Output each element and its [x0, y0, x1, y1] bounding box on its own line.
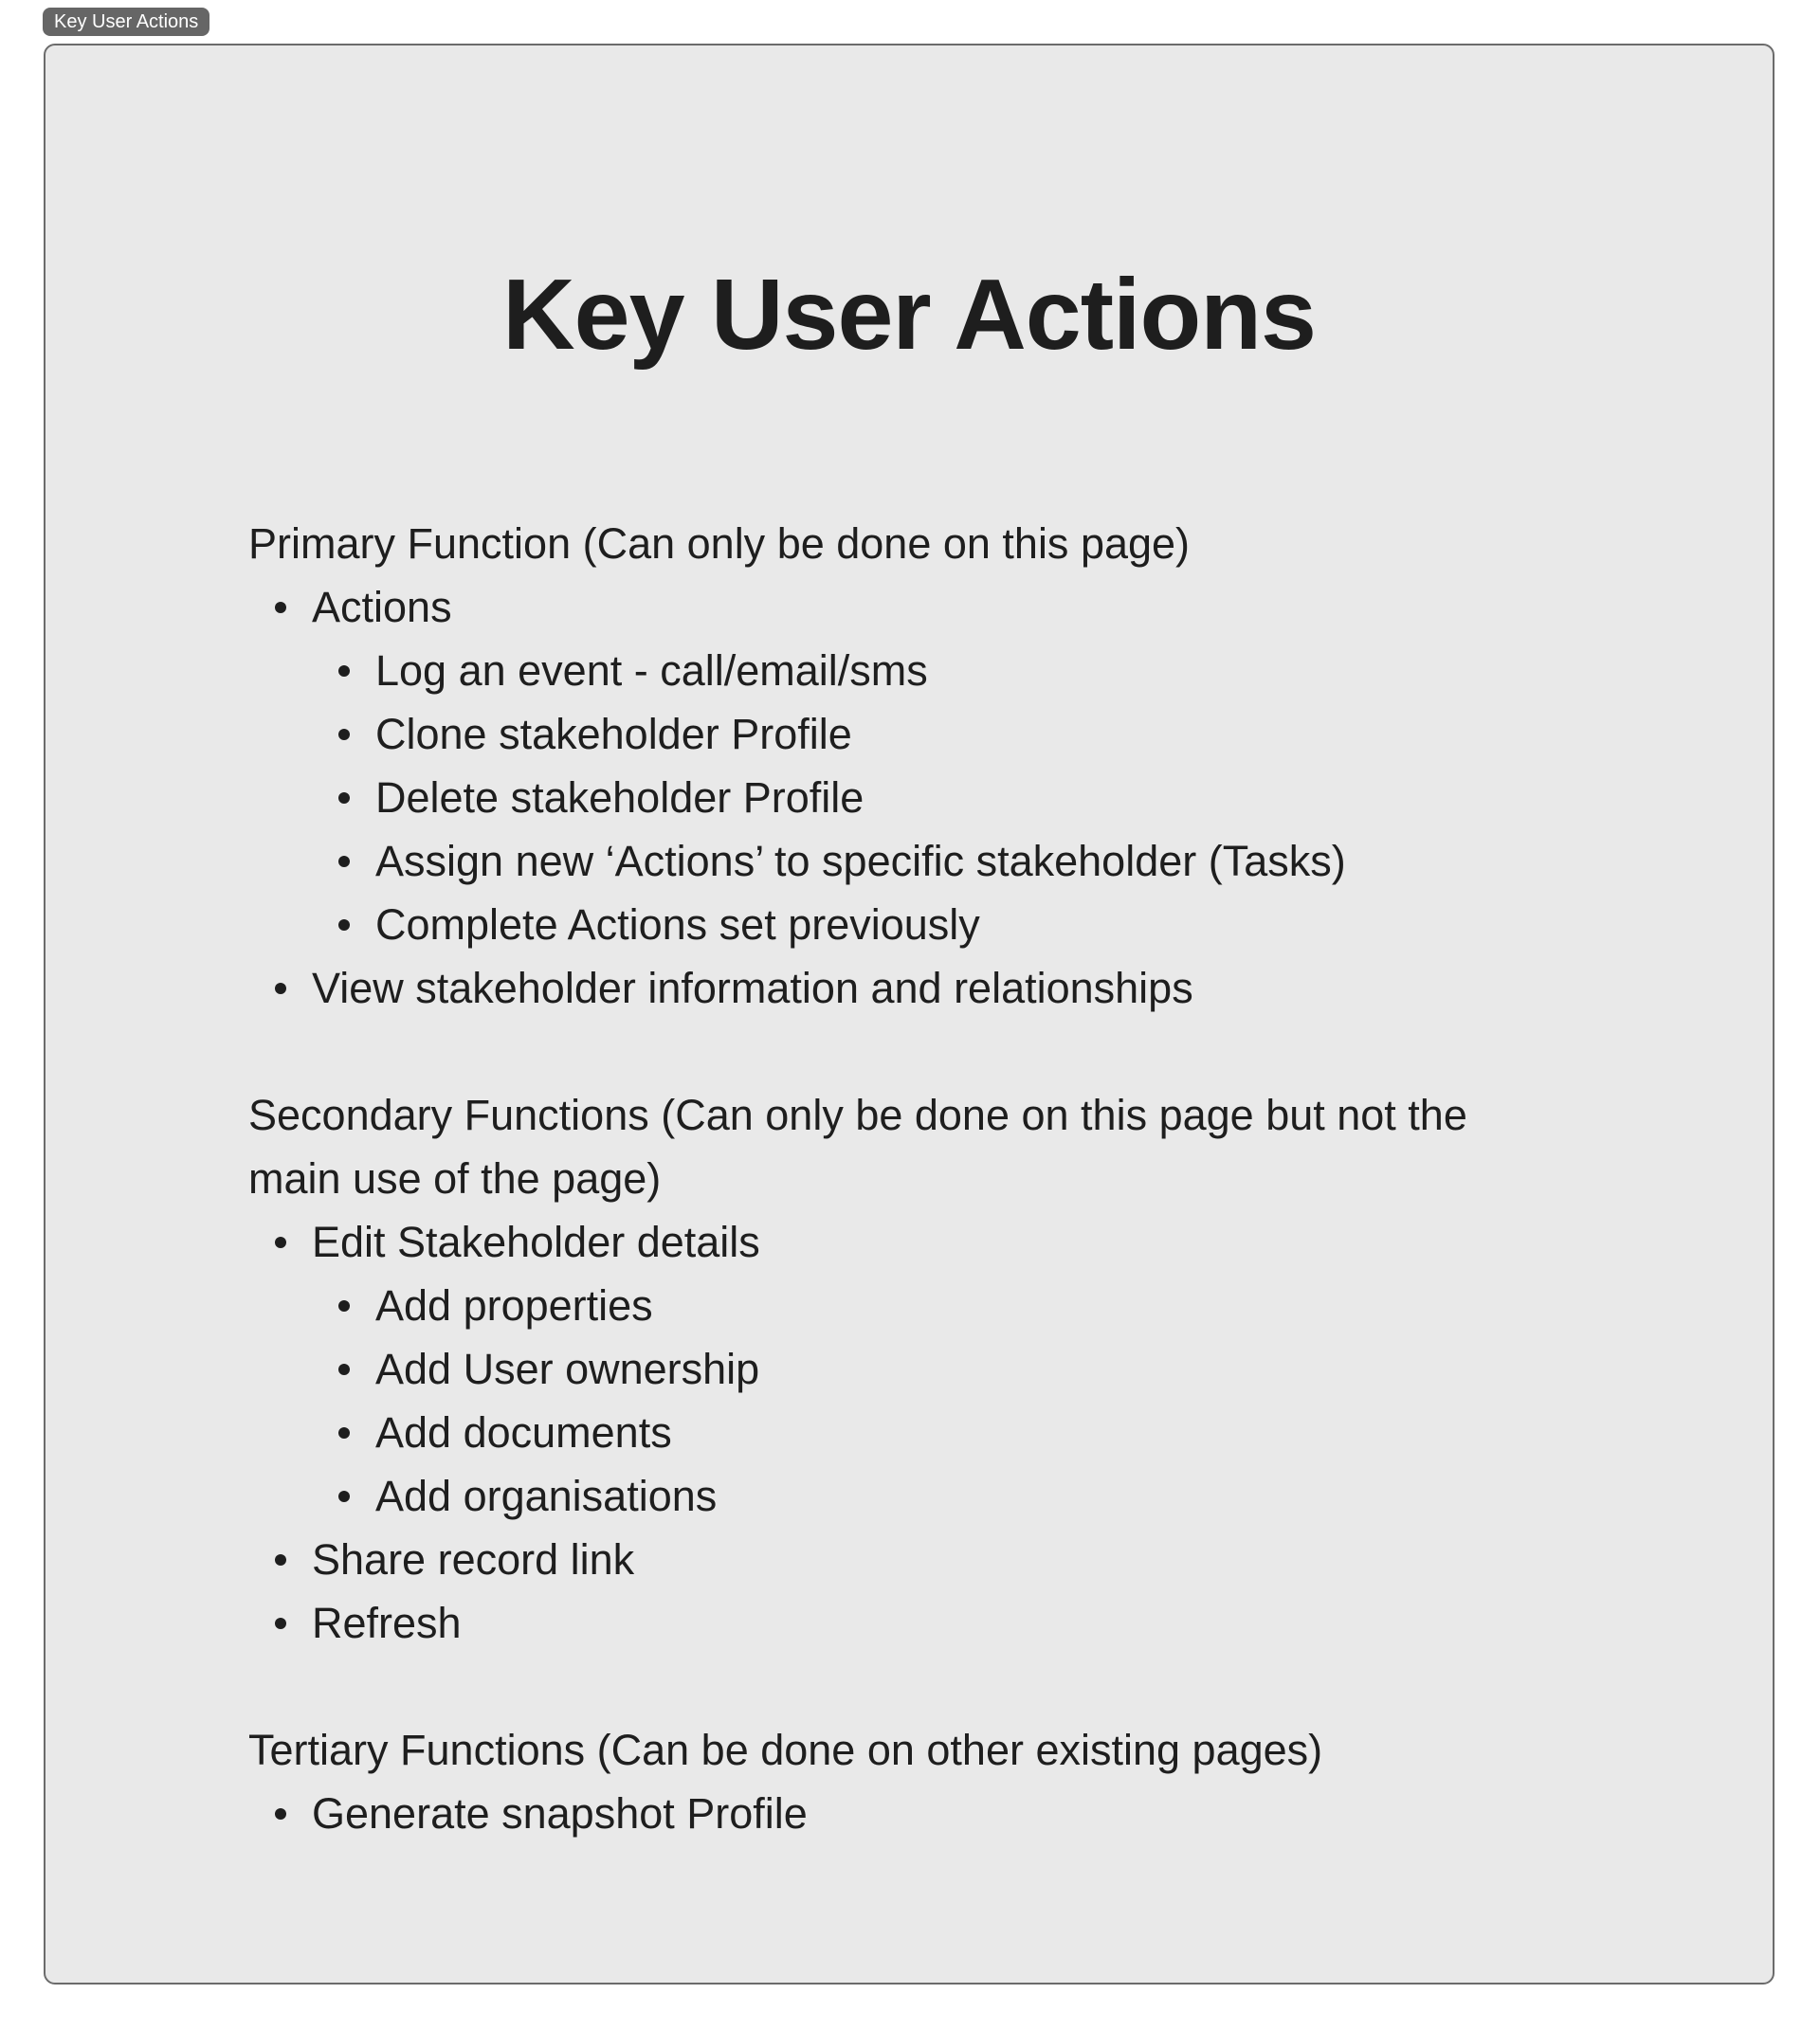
list-item-label: Actions [312, 583, 452, 631]
section-heading [248, 1083, 1575, 1210]
section-secondary [248, 1083, 1575, 1655]
section-heading-line: Secondary Functions (Can only be done on this page but not the [248, 1091, 1467, 1139]
list-item-label: Refresh [312, 1599, 462, 1647]
list-item [312, 766, 1575, 829]
page-title: Key User Actions [502, 259, 1316, 371]
list-item-label: Clone stakeholder Profile [375, 710, 852, 758]
list-item-label: Add documents [375, 1408, 672, 1457]
bullet-list [248, 1210, 1575, 1655]
list-item [312, 702, 1575, 766]
list-item-label: Log an event - call/email/sms [375, 646, 928, 695]
section-tertiary [248, 1718, 1575, 1845]
list-item [312, 1401, 1575, 1464]
list-item-label: Add organisations [375, 1472, 718, 1520]
bullet-icon [338, 1300, 350, 1312]
list-item-label: View stakeholder information and relationships [312, 964, 1193, 1012]
frame-name-tag[interactable]: Key User Actions [43, 8, 209, 36]
section-heading-line: Primary Function (Can only be done on this page) [248, 519, 1191, 568]
list-item [312, 1464, 1575, 1528]
list-item [312, 1337, 1575, 1401]
list-item-label: Edit Stakeholder details [312, 1218, 760, 1266]
key-user-actions-frame [44, 44, 1774, 1985]
section-primary [248, 512, 1575, 1020]
list-item [248, 956, 1575, 1020]
nested-bullet-list [312, 639, 1575, 956]
section-heading [248, 1718, 1575, 1782]
bullet-icon [275, 1554, 286, 1566]
list-item [248, 1528, 1575, 1591]
section-heading-line: main use of the page) [248, 1154, 662, 1203]
nested-bullet-list [312, 1274, 1575, 1528]
bullet-icon [338, 856, 350, 867]
list-item-label: Add User ownership [375, 1345, 760, 1393]
list-item [248, 1210, 1575, 1528]
list-item [248, 1591, 1575, 1655]
bullet-icon [338, 729, 350, 740]
bullet-icon [275, 983, 286, 994]
bullet-icon [275, 1237, 286, 1248]
list-item-label: Generate snapshot Profile [312, 1789, 808, 1838]
list-item-label: Share record link [312, 1535, 635, 1584]
bullet-icon [275, 1618, 286, 1629]
list-item [312, 893, 1575, 956]
section-heading-line: Tertiary Functions (Can be done on other existing pages) [248, 1726, 1323, 1774]
bullet-icon [338, 665, 350, 677]
bullet-list [248, 1782, 1575, 1845]
list-item [312, 639, 1575, 702]
bullet-icon [338, 1427, 350, 1439]
list-item [312, 1274, 1575, 1337]
list-item-label: Delete stakeholder Profile [375, 773, 864, 822]
list-item-label: Assign new ‘Actions’ to specific stakeholder (Tasks) [375, 837, 1346, 885]
bullet-icon [338, 1364, 350, 1375]
section-heading [248, 512, 1575, 575]
bullet-icon [275, 602, 286, 613]
list-item [248, 575, 1575, 956]
bullet-icon [338, 792, 350, 804]
list-item-label: Add properties [375, 1281, 653, 1330]
bullet-icon [338, 919, 350, 931]
list-item [312, 829, 1575, 893]
list-item [248, 1782, 1575, 1845]
bullet-icon [275, 1808, 286, 1820]
list-item-label: Complete Actions set previously [375, 900, 980, 949]
bullet-icon [338, 1491, 350, 1502]
bullet-list [248, 575, 1575, 1020]
functions-content [248, 512, 1575, 1845]
